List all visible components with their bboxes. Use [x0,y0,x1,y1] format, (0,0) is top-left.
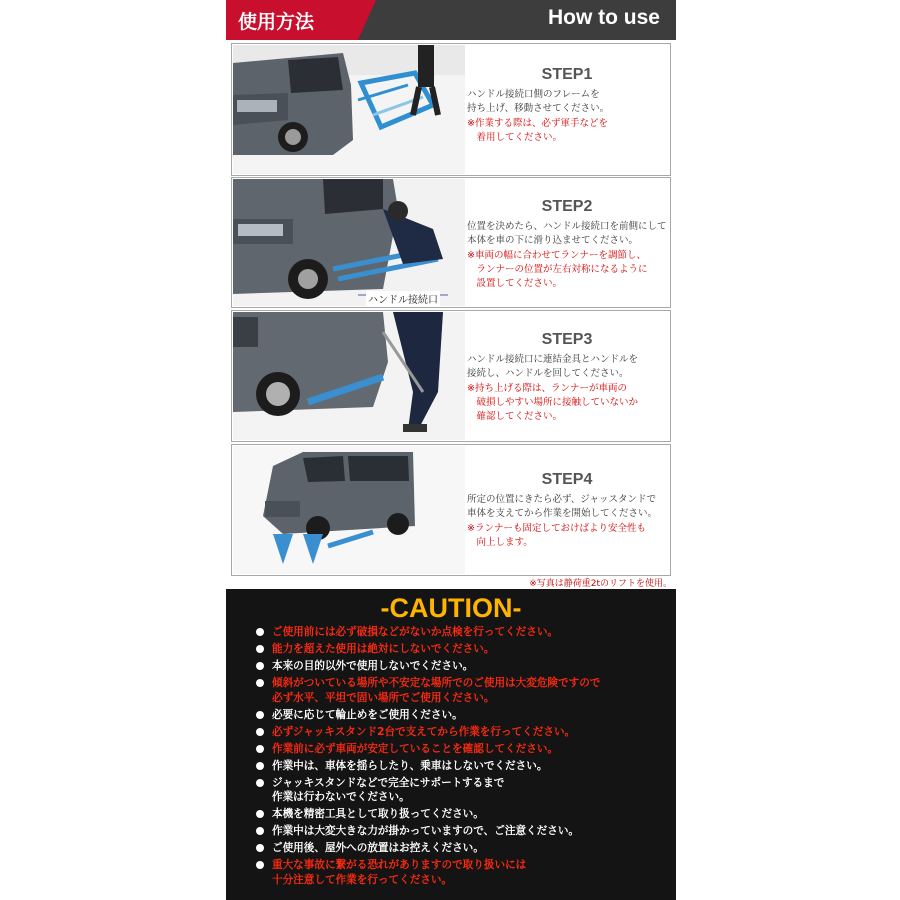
caution-item [254,776,664,806]
caution-item-text: ご使用後、屋外への放置はお控えください。 [272,842,484,855]
caution-box [226,589,676,900]
step3-title: STEP3 [541,331,593,348]
step2-title: STEP2 [541,198,593,215]
header-title-en: How to use [547,6,660,29]
caution-item [254,625,664,640]
step3-note: ※持ち上げる際は、ランナーが車両の 破損しやすい場所に接触していないか 確認してください。 [467,383,639,422]
caution-item [254,708,664,723]
caution-item-text: 傾斜がついている場所や不安定な場所でのご使用は大変危険ですので 必ず水平、平坦で固い場所でご使用ください。 [272,676,601,704]
step2-photo [233,179,465,306]
caution-item-text: 必ずジャッキスタンド2台で支えてから作業を行ってください。 [272,725,576,738]
step2-panel [231,177,671,308]
caution-item [254,759,664,774]
step1-body: ハンドル接続口側のフレームを 持ち上げ、移動させてください。 [467,89,610,114]
bullet-icon [256,662,264,670]
caution-item-text: 作業前に必ず車両が安定していることを確認してください。 [272,742,559,755]
step4-title: STEP4 [541,471,593,488]
bullet-icon [256,745,264,753]
caution-item [254,824,664,839]
caution-item-text: 本機を精密工具として取り扱ってください。 [272,808,484,821]
step1-panel [231,43,671,176]
caution-item-text: 能力を超えた使用は絶対にしないでください。 [272,642,495,655]
header-bar [226,0,676,40]
bullet-icon [256,679,264,687]
step2-body: 位置を決めたら、ハンドル接続口を前側にして 本体を車の下に滑り込ませてください。 [467,221,667,246]
bullet-icon [256,861,264,869]
step4-note: ※ランナーも固定しておけばより安全性も 向上します。 [467,523,646,548]
caution-item-text: 本来の目的以外で使用しないでください。 [272,659,474,672]
caution-item [254,676,664,706]
step4-body: 所定の位置にきたら必ず、ジャッスタンドで 車体を支えてから作業を開始してください。 [467,494,658,519]
caution-item [254,725,664,740]
caution-item-text: 作業中は大変大きな力が掛かっていますので、ご注意ください。 [272,825,580,838]
caution-title: -CAUTION- [380,593,522,623]
header-title-jp: 使用方法 [238,11,315,33]
bullet-icon [256,810,264,818]
bullet-icon [256,728,264,736]
step2-callout: ハンドル接続口 [366,291,440,306]
step2-note: ※車両の幅に合わせてランナーを調節し、 ランナーの位置が左右対称になるように 設置してください。 [467,250,648,289]
caution-item [254,807,664,822]
caution-item-text: 重大な事故に繋がる恐れがありますので取り扱いには 十分注意して作業を行ってください。 [272,859,527,887]
caution-item [254,742,664,757]
bullet-icon [256,645,264,653]
caution-list [254,625,664,890]
caution-item [254,659,664,674]
bullet-icon [256,844,264,852]
caution-item-text: ご使用前には必ず破損などがないか点検を行ってください。 [272,626,559,638]
step1-note: ※作業する際は、必ず軍手などを 着用してください。 [467,118,608,143]
bullet-icon [256,711,264,719]
step3-photo [233,312,465,440]
caution-item [254,642,664,657]
step1-photo [233,45,465,174]
step4-panel [231,444,671,576]
caution-item [254,858,664,888]
caution-item-text: 作業中は、車体を揺らしたり、乗車はしないでください。 [272,759,548,772]
bullet-icon [256,628,264,636]
photo-note: ※写真は静荷重2tのリフトを使用。 [529,579,672,589]
step4-photo [233,446,465,574]
caution-item [254,841,664,856]
bullet-icon [256,827,264,835]
caution-item-text: ジャッキスタンドなどで完全にサポートするまで 作業は行わないでください。 [272,776,505,804]
bullet-icon [256,779,264,787]
step3-body: ハンドル接続口に連結金具とハンドルを 接続し、ハンドルを回してください。 [467,354,639,379]
step3-panel [231,310,671,442]
bullet-icon [256,762,264,770]
step1-title: STEP1 [541,66,593,83]
caution-item-text: 必要に応じて輪止めをご使用ください。 [272,708,463,721]
